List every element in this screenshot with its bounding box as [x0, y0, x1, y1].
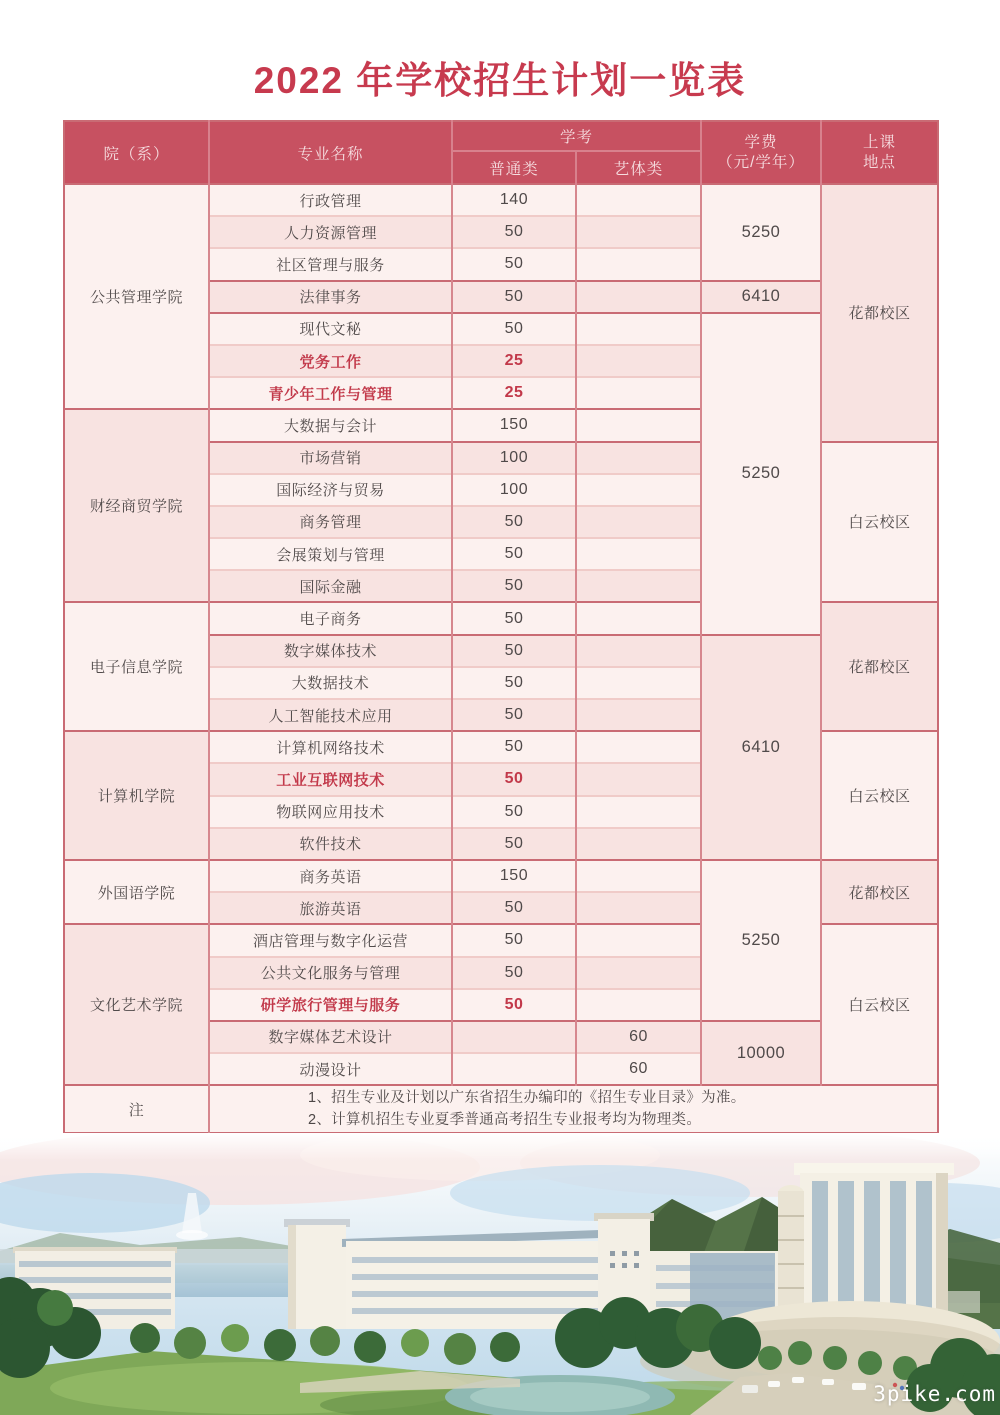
general-count-cell: 50	[452, 635, 576, 667]
arts-count-cell	[576, 409, 701, 441]
tuition-cell: 6410	[701, 635, 821, 860]
general-count-cell: 150	[452, 409, 576, 441]
header-college: 院（系）	[64, 121, 209, 184]
arts-count-cell	[576, 892, 701, 924]
general-count-cell	[452, 1021, 576, 1053]
header-campus	[821, 121, 938, 184]
arts-count-cell	[576, 313, 701, 345]
major-cell: 商务英语	[209, 860, 452, 892]
major-cell: 酒店管理与数字化运营	[209, 924, 452, 956]
campus-cell: 白云校区	[821, 731, 938, 860]
general-count-cell: 100	[452, 442, 576, 474]
arts-count-cell	[576, 860, 701, 892]
arts-count-cell	[576, 570, 701, 602]
tuition-cell: 5250	[701, 860, 821, 1021]
general-count-cell	[452, 1053, 576, 1085]
watermark: 3pike.com	[873, 1382, 996, 1406]
major-cell: 电子商务	[209, 602, 452, 634]
general-count-cell: 100	[452, 474, 576, 506]
arts-count-cell	[576, 281, 701, 313]
general-count-cell: 50	[452, 602, 576, 634]
major-cell: 社区管理与服务	[209, 248, 452, 280]
college-cell: 电子信息学院	[64, 602, 209, 731]
major-cell: 旅游英语	[209, 892, 452, 924]
general-count-cell: 50	[452, 570, 576, 602]
college-cell: 公共管理学院	[64, 184, 209, 409]
general-count-cell: 50	[452, 313, 576, 345]
major-cell: 数字媒体艺术设计	[209, 1021, 452, 1053]
major-cell: 研学旅行管理与服务	[209, 989, 452, 1021]
major-cell: 商务管理	[209, 506, 452, 538]
general-count-cell: 50	[452, 731, 576, 763]
header-general: 普通类	[452, 151, 576, 184]
arts-count-cell	[576, 924, 701, 956]
arts-count-cell	[576, 184, 701, 216]
header-major: 专业名称	[209, 121, 452, 184]
major-cell: 行政管理	[209, 184, 452, 216]
major-cell: 国际金融	[209, 570, 452, 602]
header-campus-line2: 地点	[863, 153, 897, 171]
tuition-cell: 5250	[701, 313, 821, 635]
tuition-cell: 10000	[701, 1021, 821, 1085]
campus-cell: 花都校区	[821, 602, 938, 731]
general-count-cell: 140	[452, 184, 576, 216]
header-tuition-line2: （元/学年）	[717, 153, 805, 171]
major-cell: 公共文化服务与管理	[209, 957, 452, 989]
general-count-cell: 50	[452, 763, 576, 795]
major-cell: 大数据与会计	[209, 409, 452, 441]
arts-count-cell	[576, 828, 701, 860]
major-cell: 党务工作	[209, 345, 452, 377]
note-text-cell	[209, 1085, 938, 1133]
arts-count-cell	[576, 602, 701, 634]
major-cell: 现代文秘	[209, 313, 452, 345]
arts-count-cell	[576, 538, 701, 570]
general-count-cell: 25	[452, 345, 576, 377]
note-label-cell: 注	[64, 1085, 209, 1133]
campus-cell: 花都校区	[821, 184, 938, 442]
college-cell: 计算机学院	[64, 731, 209, 860]
major-cell: 数字媒体技术	[209, 635, 452, 667]
college-cell: 外国语学院	[64, 860, 209, 924]
general-count-cell: 150	[452, 860, 576, 892]
arts-count-cell	[576, 506, 701, 538]
arts-count-cell	[576, 763, 701, 795]
campus-photo-illustration	[0, 1133, 1000, 1415]
major-cell: 人工智能技术应用	[209, 699, 452, 731]
arts-count-cell	[576, 731, 701, 763]
major-cell: 软件技术	[209, 828, 452, 860]
arts-count-cell	[576, 989, 701, 1021]
campus-cell: 白云校区	[821, 924, 938, 1085]
note-line-2: 2、计算机招生专业夏季普通高考招生专业报考均为物理类。	[308, 1112, 702, 1129]
tuition-cell: 5250	[701, 184, 821, 281]
major-cell: 会展策划与管理	[209, 538, 452, 570]
enrollment-plan-table	[63, 120, 939, 1134]
major-cell: 工业互联网技术	[209, 763, 452, 795]
general-count-cell: 50	[452, 924, 576, 956]
major-cell: 物联网应用技术	[209, 796, 452, 828]
arts-count-cell	[576, 442, 701, 474]
arts-count-cell	[576, 474, 701, 506]
general-count-cell: 50	[452, 828, 576, 860]
note-line-1: 1、招生专业及计划以广东省招生办编印的《招生专业目录》为准。	[308, 1089, 746, 1106]
page-title: 2022 年学校招生计划一览表	[253, 60, 747, 101]
arts-count-cell: 60	[576, 1053, 701, 1085]
arts-count-cell	[576, 248, 701, 280]
arts-count-cell	[576, 635, 701, 667]
header-tuition	[701, 121, 821, 184]
campus-cell: 花都校区	[821, 860, 938, 924]
major-cell: 大数据技术	[209, 667, 452, 699]
header-tuition-line1: 学费	[744, 134, 778, 152]
campus-photo	[0, 1133, 1000, 1415]
major-cell: 市场营销	[209, 442, 452, 474]
arts-count-cell	[576, 216, 701, 248]
general-count-cell: 50	[452, 281, 576, 313]
major-cell: 法律事务	[209, 281, 452, 313]
arts-count-cell	[576, 796, 701, 828]
general-count-cell: 50	[452, 699, 576, 731]
general-count-cell: 50	[452, 892, 576, 924]
campus-cell: 白云校区	[821, 442, 938, 603]
general-count-cell: 50	[452, 667, 576, 699]
general-count-cell: 50	[452, 506, 576, 538]
major-cell: 人力资源管理	[209, 216, 452, 248]
header-arts: 艺体类	[576, 151, 701, 184]
arts-count-cell	[576, 957, 701, 989]
header-xuekao: 学考	[452, 121, 701, 151]
college-cell: 财经商贸学院	[64, 409, 209, 602]
major-cell: 青少年工作与管理	[209, 377, 452, 409]
arts-count-cell	[576, 345, 701, 377]
general-count-cell: 50	[452, 957, 576, 989]
tuition-cell: 6410	[701, 281, 821, 313]
general-count-cell: 25	[452, 377, 576, 409]
major-cell: 动漫设计	[209, 1053, 452, 1085]
general-count-cell: 50	[452, 538, 576, 570]
general-count-cell: 50	[452, 989, 576, 1021]
major-cell: 国际经济与贸易	[209, 474, 452, 506]
arts-count-cell	[576, 699, 701, 731]
major-cell: 计算机网络技术	[209, 731, 452, 763]
general-count-cell: 50	[452, 248, 576, 280]
header-campus-line1: 上课	[863, 134, 897, 152]
arts-count-cell	[576, 667, 701, 699]
arts-count-cell	[576, 377, 701, 409]
arts-count-cell: 60	[576, 1021, 701, 1053]
general-count-cell: 50	[452, 796, 576, 828]
college-cell: 文化艺术学院	[64, 924, 209, 1085]
general-count-cell: 50	[452, 216, 576, 248]
